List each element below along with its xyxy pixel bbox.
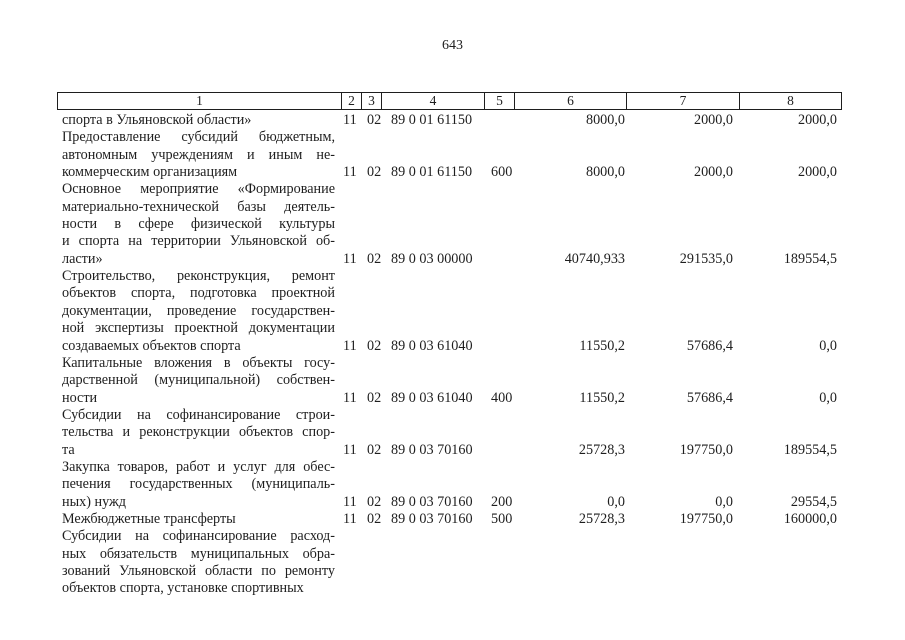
subsection-code: 02	[367, 112, 382, 128]
amount-col-8: 160000,0	[783, 511, 837, 528]
description-line: спорта в Ульяновской области»	[62, 112, 252, 128]
target-article-code: 89 0 03 61040	[391, 389, 473, 406]
amount-col-8: 189554,5	[783, 250, 837, 267]
amount-col-6: 0,0	[607, 493, 625, 510]
description-line: коммерческим организациям	[62, 164, 238, 181]
amount-col-8: 189554,5	[783, 441, 837, 458]
subsection-code: 02	[367, 493, 382, 510]
subsection-code: 02	[367, 511, 382, 528]
expense-type-code: 200	[491, 493, 513, 510]
header-col-5: 5	[496, 93, 503, 108]
target-article-code: 89 0 03 00000	[391, 250, 473, 267]
section-code: 11	[343, 511, 357, 528]
subsection-code: 02	[367, 441, 382, 458]
section-code: 11	[343, 441, 357, 458]
section-code: 11	[343, 337, 357, 354]
description-line: тельства и реконструкции объектов спор-	[62, 424, 335, 441]
amount-col-8: 0,0	[819, 337, 837, 354]
expense-type-code: 400	[491, 389, 513, 406]
table-row	[0, 129, 905, 181]
section-code: 11	[343, 493, 357, 510]
header-col-4: 4	[429, 93, 437, 108]
header-col-6: 6	[567, 93, 574, 108]
description-line: ных) нужд	[62, 493, 127, 510]
table-body	[0, 112, 905, 598]
header-col-3: 3	[368, 93, 375, 108]
description-line: Капитальные вложения в объекты госу-	[62, 354, 335, 371]
amount-col-6: 8000,0	[585, 164, 625, 181]
amount-col-7: 197750,0	[679, 441, 733, 458]
table-header-row	[57, 92, 842, 110]
description-line: Закупка товаров, работ и услуг для обес-	[62, 458, 335, 475]
table-row	[0, 511, 905, 528]
header-col-2: 2	[348, 93, 355, 108]
amount-col-7: 0,0	[715, 493, 733, 510]
description-line: ных обязательств муниципальных обра-	[62, 545, 335, 562]
row-description	[62, 459, 335, 511]
description-line: объектов спорта, установке спортивных	[62, 580, 304, 597]
description-line: автономным учреждениям и иным не-	[62, 146, 335, 163]
amount-col-7: 2000,0	[693, 112, 733, 128]
header-col-1: 1	[196, 93, 203, 108]
description-line: ности в сфере физической культуры	[62, 216, 335, 233]
description-line: зований Ульяновской области по ремонту	[62, 563, 335, 580]
table-row	[0, 459, 905, 511]
expense-type-code: 600	[491, 164, 513, 181]
target-article-code: 89 0 01 61150	[391, 112, 473, 128]
amount-col-6: 11550,2	[579, 337, 625, 354]
section-code: 11	[343, 250, 357, 267]
row-description	[62, 112, 335, 129]
row-description	[62, 181, 335, 268]
description-line: Межбюджетные трансферты	[62, 511, 236, 528]
target-article-code: 89 0 03 70160	[391, 511, 473, 528]
description-line: ласти»	[62, 250, 103, 267]
row-description	[62, 511, 335, 528]
table-row	[0, 112, 905, 129]
amount-col-7: 2000,0	[693, 164, 733, 181]
amount-col-6: 25728,3	[578, 511, 625, 528]
amount-col-7: 57686,4	[686, 337, 733, 354]
description-line: Основное мероприятие «Формирование	[62, 181, 335, 198]
description-line: документации, проведение государствен-	[62, 302, 335, 319]
subsection-code: 02	[367, 250, 382, 267]
target-article-code: 89 0 01 61150	[391, 164, 473, 181]
amount-col-7: 197750,0	[679, 511, 733, 528]
description-line: создаваемых объектов спорта	[62, 337, 241, 354]
description-line: Субсидии на софинансирование расход-	[62, 528, 335, 545]
row-description	[62, 355, 335, 407]
description-line: та	[62, 441, 75, 458]
section-code: 11	[343, 164, 357, 181]
page-number: 643	[442, 38, 463, 53]
description-line: ной экспертизы проектной документации	[62, 320, 335, 337]
amount-col-6: 40740,933	[564, 250, 625, 267]
amount-col-8: 2000,0	[797, 112, 837, 128]
section-code: 11	[343, 112, 357, 128]
table-row	[0, 407, 905, 459]
subsection-code: 02	[367, 389, 382, 406]
description-line: Строительство, реконструкция, ремонт	[62, 268, 335, 285]
description-line: ности	[62, 389, 98, 406]
row-description	[62, 528, 335, 597]
table-row	[0, 355, 905, 407]
header-col-8: 8	[787, 93, 794, 108]
section-code: 11	[343, 389, 357, 406]
description-line: дарственной (муниципальной) собствен-	[62, 372, 335, 389]
description-line: Предоставление субсидий бюджетным,	[62, 129, 335, 146]
target-article-code: 89 0 03 70160	[391, 441, 473, 458]
table-row	[0, 528, 905, 597]
row-description	[62, 407, 335, 459]
amount-col-8: 29554,5	[790, 493, 837, 510]
subsection-code: 02	[367, 164, 382, 181]
description-line: и спорта на территории Ульяновской об-	[62, 233, 335, 250]
row-description	[62, 268, 335, 355]
target-article-code: 89 0 03 61040	[391, 337, 473, 354]
row-description	[62, 129, 335, 181]
amount-col-7: 57686,4	[686, 389, 733, 406]
amount-col-7: 291535,0	[679, 250, 733, 267]
description-line: печения государственных (муниципаль-	[62, 476, 335, 493]
amount-col-6: 8000,0	[585, 112, 625, 128]
amount-col-8: 2000,0	[797, 164, 837, 181]
table-row	[0, 268, 905, 355]
amount-col-8: 0,0	[819, 389, 837, 406]
amount-col-6: 11550,2	[579, 389, 625, 406]
target-article-code: 89 0 03 70160	[391, 493, 473, 510]
description-line: материально-технической базы деятель-	[62, 198, 335, 215]
amount-col-6: 25728,3	[578, 441, 625, 458]
table-row	[0, 181, 905, 268]
description-line: Субсидии на софинансирование строи-	[62, 406, 335, 423]
header-col-7: 7	[679, 93, 687, 108]
subsection-code: 02	[367, 337, 382, 354]
expense-type-code: 500	[491, 511, 513, 528]
description-line: объектов спорта, подготовка проектной	[62, 285, 335, 302]
